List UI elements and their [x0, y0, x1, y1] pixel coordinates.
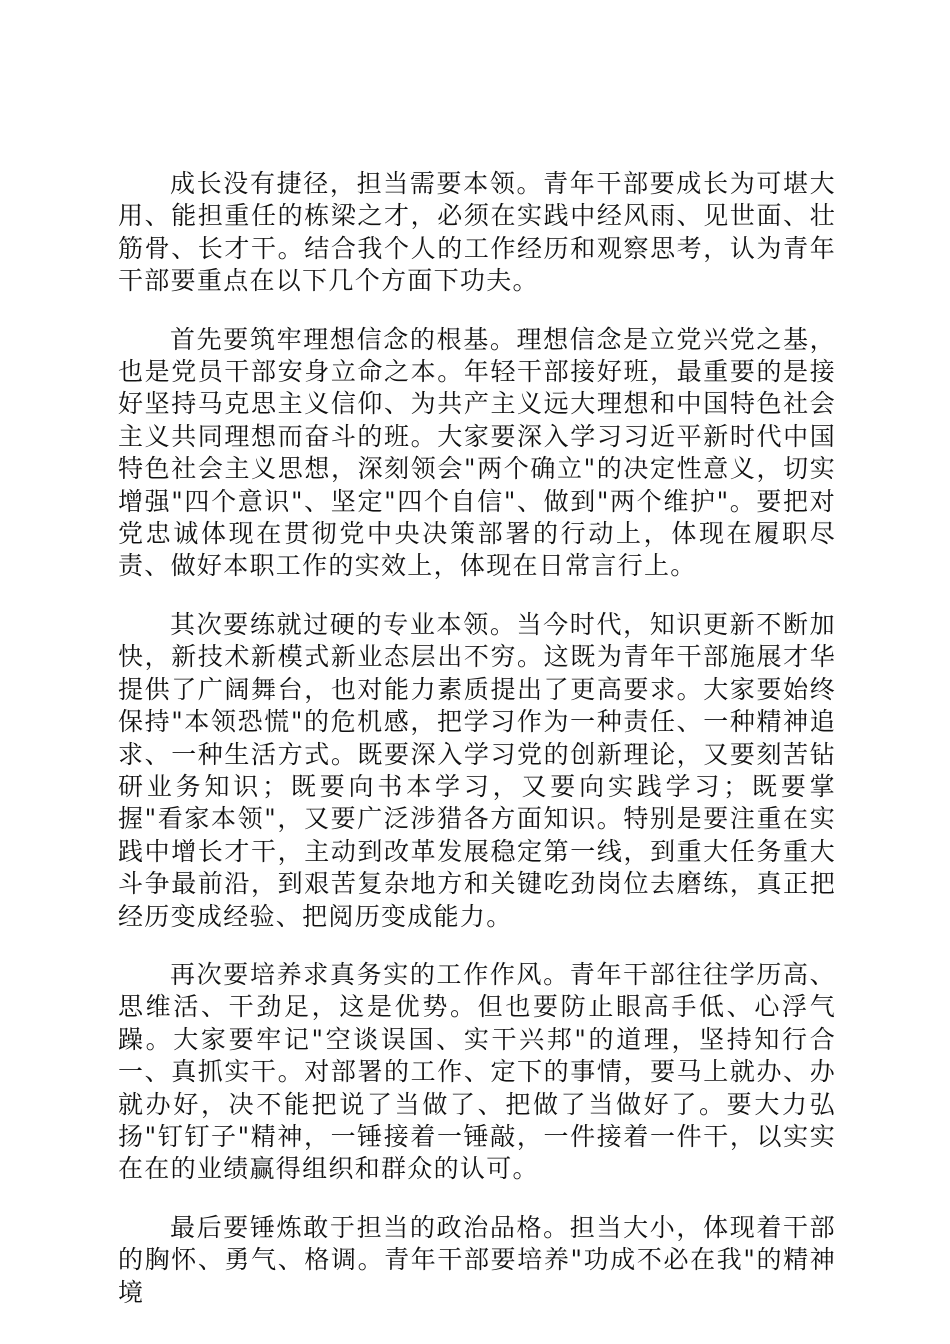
- document-body: [118, 168, 836, 1335]
- paragraph-skills: 其次要练就过硬的专业本领。当今时代，知识更新不断加快，新技术新模式新业态层出不穷。这既为青年干部施展才华提供了广阔舞台，也对能力素质提出了更高要求。大家要始终保持"本领恐慌"的危机感，把学习作为一种责任、一种精神追求、一种生活方式。既要深入学习党的创新理论，又要刻苦钻研业务知识；既要向书本学习，又要向实践学习；既要掌握"看家本领"，又要广泛涉猎各方面知识。特别是要注重在实践中增长才干，主动到改革发展稳定第一线，到重大任务重大斗争最前沿，到艰苦复杂地方和关键吃劲岗位去磨练，真正把经历变成经验、把阅历变成能力。: [118, 609, 836, 931]
- paragraph-intro: 成长没有捷径，担当需要本领。青年干部要成长为可堪大用、能担重任的栋梁之才，必须在实践中经风雨、见世面、壮筋骨、长才干。结合我个人的工作经历和观察思考，认为青年干部要重点在以下几个方面下功夫。: [118, 169, 836, 296]
- paragraph-responsibility: 最后要锤炼敢于担当的政治品格。担当大小，体现着干部的胸怀、勇气、格调。青年干部要培养"功成不必在我"的精神境: [118, 1212, 836, 1307]
- paragraph-work-style: 再次要培养求真务实的工作作风。青年干部往往学历高、思维活、干劲足，这是优势。但也要防止眼高手低、心浮气躁。大家要牢记"空谈误国、实干兴邦"的道理，坚持知行合一、真抓实干。对部署的工作、定下的事情，要马上就办、办就办好，决不能把说了当做了、把做了当做好了。要大力弘扬"钉钉子"精神，一锤接着一锤敲，一件接着一件干，以实实在在的业绩赢得组织和群众的认可。: [118, 959, 836, 1184]
- paragraph-ideals: 首先要筑牢理想信念的根基。理想信念是立党兴党之基，也是党员干部安身立命之本。年轻干部接好班，最重要的是接好坚持马克思主义信仰、为共产主义远大理想和中国特色社会主义共同理想而奋斗的班。大家要深入学习习近平新时代中国特色社会主义思想，深刻领会"两个确立"的决定性意义，切实增强"四个意识"、坚定"四个自信"、做到"两个维护"。要把对党忠诚体现在贯彻党中央决策部署的行动上，体现在履职尽责、做好本职工作的实效上，体现在日常言行上。: [118, 324, 836, 581]
